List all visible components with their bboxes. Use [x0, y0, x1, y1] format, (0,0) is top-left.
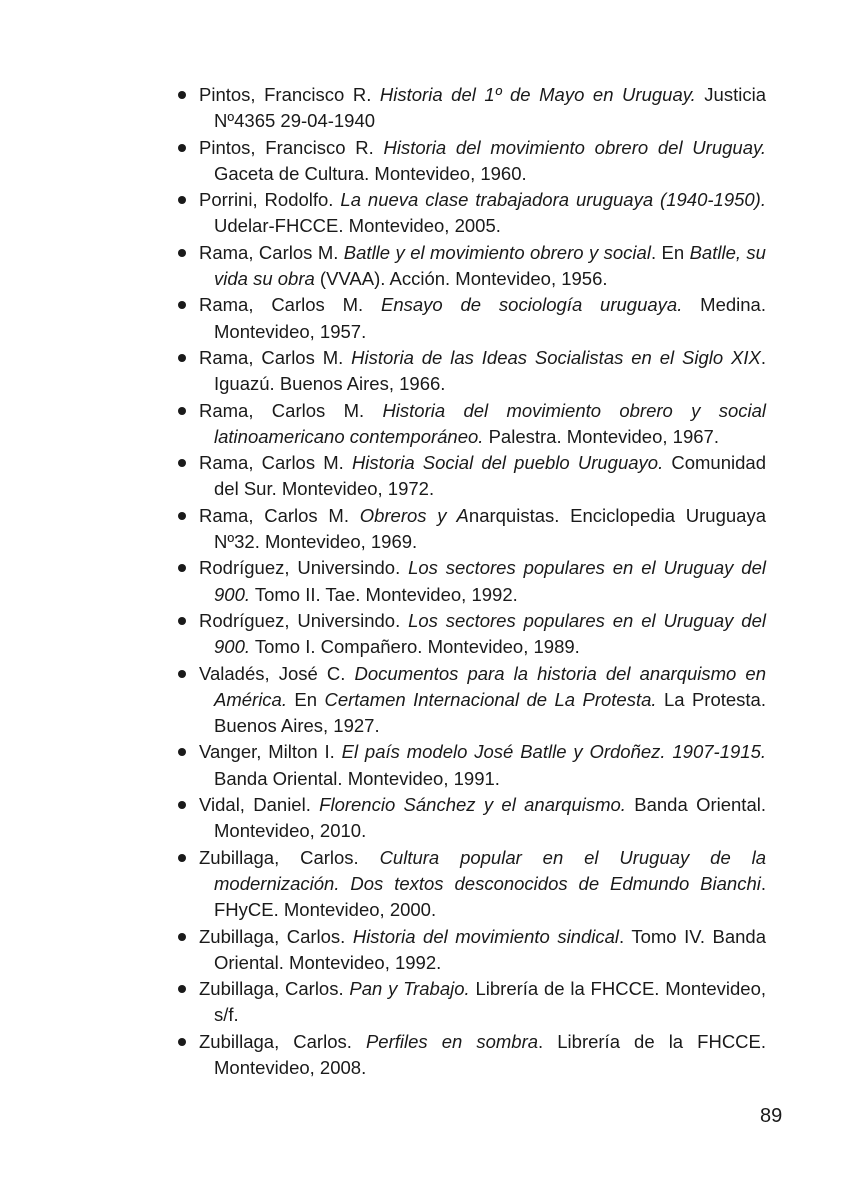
entry-title-text: Perfiles en sombra	[365, 1030, 539, 1052]
bibliography-entry	[172, 792, 766, 845]
entry-publication-text: . Librería de la FHCCE. Montevideo, 2008.	[214, 1030, 767, 1078]
entry-title-text: Historia Social del pueblo Uruguayo.	[351, 452, 664, 474]
entry-title-text: La nueva clase trabajadora uruguaya (1940-1950).	[340, 189, 766, 211]
bibliography-entry	[172, 924, 766, 977]
bullet-icon	[178, 564, 186, 572]
entry-author-text: Zubillaga, Carlos.	[199, 846, 380, 868]
bibliography-entry	[172, 398, 766, 451]
entry-publication-text: En	[287, 688, 325, 710]
entry-author-text: Rama, Carlos M.	[199, 346, 352, 368]
bullet-icon	[178, 459, 186, 467]
bullet-icon	[178, 301, 186, 309]
entry-publication-text: . En	[650, 241, 690, 263]
entry-title-text: Historia del 1º de Mayo en Uruguay.	[379, 84, 696, 105]
bullet-icon	[178, 407, 186, 415]
bibliography-entry	[172, 1029, 766, 1082]
bullet-icon	[178, 1038, 186, 1046]
bullet-icon	[178, 801, 186, 809]
entry-title-text: Cultura popular en el Uruguay de la modernización. Dos textos desconocidos de Edmundo Bianchi	[214, 846, 767, 894]
entry-publication-text: Banda Oriental. Montevideo, 2010.	[214, 794, 766, 842]
entry-author-text: Valadés, José C.	[199, 662, 355, 684]
entry-publication-text: Udelar-FHCCE. Montevideo, 2005.	[214, 215, 501, 237]
bibliography-entry	[172, 292, 766, 345]
entry-title-text: Historia del movimiento obrero del Uruguay.	[383, 136, 766, 158]
entry-publication-text: . FHyCE. Montevideo, 2000.	[214, 872, 766, 921]
entry-title-text: Obreros y A	[359, 504, 469, 526]
bullet-icon	[178, 617, 186, 625]
entry-author-text: Rodríguez, Universindo.	[199, 557, 409, 579]
entry-publication-text: Gaceta de Cultura. Montevideo, 1960.	[214, 162, 527, 184]
entry-title-text: Batlle y el movimiento obrero y social	[343, 241, 651, 263]
entry-publication-text: Banda Oriental. Montevideo, 1991.	[214, 767, 500, 789]
bullet-icon	[178, 144, 186, 152]
bullet-icon	[178, 91, 186, 99]
entry-publication-text: Palestra. Montevideo, 1967.	[483, 425, 719, 447]
bibliography-entry	[172, 187, 766, 240]
bibliography-entry	[172, 240, 766, 293]
bullet-icon	[178, 354, 186, 362]
entry-title-text: Historia de las Ideas Socialistas en el Siglo XIX	[351, 346, 761, 368]
page-number: 89	[760, 1105, 783, 1127]
bibliography-entry	[172, 82, 766, 135]
entry-author-text: Porrini, Rodolfo.	[199, 189, 341, 211]
bibliography-entry	[172, 739, 766, 792]
entry-author-text: Zubillaga, Carlos.	[199, 978, 350, 1000]
entry-trailing-text: (VVAA). Acción. Montevideo, 1956.	[314, 268, 608, 290]
entry-author-text: Vanger, Milton I.	[199, 741, 342, 763]
bibliography-entry	[172, 135, 766, 188]
entry-publication-text: Tomo II. Tae. Montevideo, 1992.	[250, 583, 518, 605]
entry-author-text: Zubillaga, Carlos.	[199, 925, 353, 947]
entry-publication-text: Medina. Montevideo, 1957.	[214, 294, 766, 342]
entry-author-text: Vidal, Daniel.	[199, 794, 320, 816]
bullet-icon	[178, 985, 186, 993]
bibliography-entry	[172, 976, 766, 1029]
entry-trailing-text: La Protesta. Buenos Aires, 1927.	[214, 688, 766, 737]
bullet-icon	[178, 670, 186, 678]
entry-publication-text: Librería de la FHCCE. Montevideo, s/f.	[214, 978, 766, 1026]
entry-secondary-title-text: Batlle, su vida su obra	[214, 241, 766, 290]
entry-title-text: El país modelo José Batlle y Ordoñez. 1907-1915.	[341, 741, 767, 763]
bibliography-entry	[172, 555, 766, 608]
entry-author-text: Rama, Carlos M.	[199, 399, 383, 421]
entry-publication-text: . Tomo IV. Banda Oriental. Montevideo, 1992.	[214, 925, 767, 973]
entry-author-text: Zubillaga, Carlos.	[199, 1030, 366, 1052]
bullet-icon	[178, 512, 186, 520]
bibliography-entry	[172, 845, 766, 924]
bullet-icon	[178, 196, 186, 204]
bibliography-entry	[172, 345, 766, 398]
entry-author-text: Pintos, Francisco R.	[199, 84, 380, 105]
bullet-icon	[178, 933, 186, 941]
bullet-icon	[178, 854, 186, 862]
entry-author-text: Rama, Carlos M.	[199, 241, 344, 263]
entry-title-text: Pan y Trabajo.	[349, 978, 470, 1000]
entry-author-text: Rama, Carlos M.	[199, 294, 381, 316]
entry-title-text: Historia del movimiento obrero y social latinoamericano contemporáneo.	[214, 399, 766, 447]
bullet-icon	[178, 748, 186, 756]
entry-publication-text: . Iguazú. Buenos Aires, 1966.	[214, 346, 766, 395]
bibliography-list	[172, 82, 766, 1081]
entry-publication-text: narquistas. Enciclopedia Uruguaya Nº32. Montevideo, 1969.	[214, 504, 766, 553]
bibliography-entry	[172, 450, 766, 503]
entry-title-text: Los sectores populares en el Uruguay del 900.	[214, 609, 766, 658]
entry-publication-text: Comunidad del Sur. Montevideo, 1972.	[214, 452, 766, 500]
entry-publication-text: Justicia Nº4365 29-04-1940	[214, 84, 766, 132]
entry-publication-text: Tomo I. Compañero. Montevideo, 1989.	[250, 636, 580, 658]
entry-title-text: Los sectores populares en el Uruguay del 900.	[214, 557, 766, 605]
entry-title-text: Ensayo de sociología uruguaya.	[380, 294, 683, 316]
entry-author-text: Rama, Carlos M.	[199, 504, 360, 526]
entry-title-text: Documentos para la historia del anarquismo en América.	[214, 662, 766, 710]
bibliography-entry	[172, 503, 766, 556]
entry-title-text: Florencio Sánchez y el anarquismo.	[319, 794, 626, 816]
bullet-icon	[178, 249, 186, 257]
entry-title-text: Historia del movimiento sindical	[352, 925, 620, 947]
entry-author-text: Rodríguez, Universindo.	[199, 609, 409, 631]
entry-secondary-title-text: Certamen Internacional de La Protesta.	[324, 688, 657, 710]
entry-author-text: Rama, Carlos M.	[199, 452, 352, 474]
bibliography-entry	[172, 661, 766, 740]
bibliography-entry	[172, 608, 766, 661]
entry-author-text: Pintos, Francisco R.	[199, 136, 384, 158]
